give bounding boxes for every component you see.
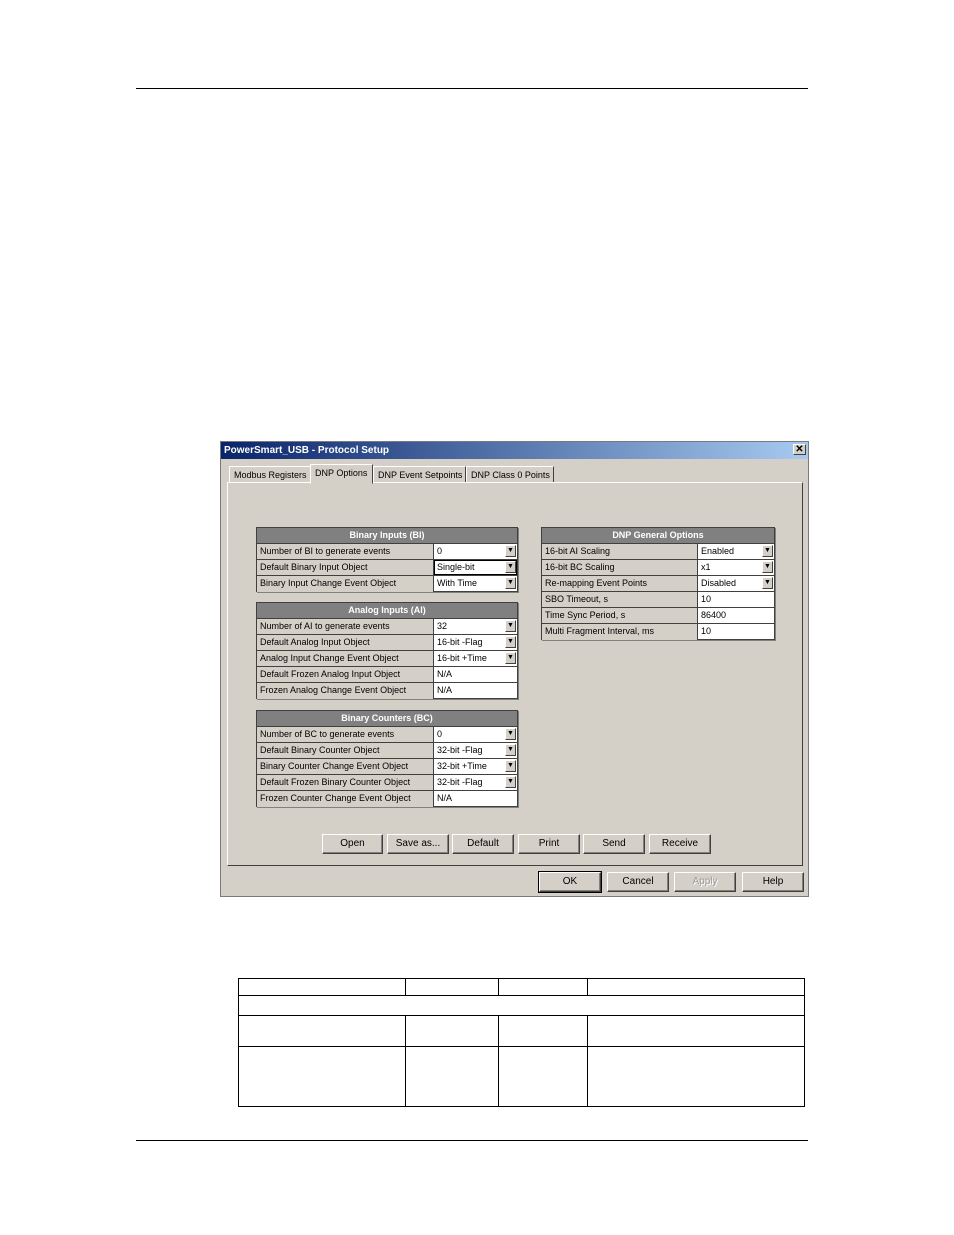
window-title: PowerSmart_USB - Protocol Setup	[224, 445, 390, 456]
table-header-row	[239, 979, 805, 996]
default-frozen-ai-object-value: N/A	[437, 669, 453, 679]
binary-inputs-group	[256, 527, 518, 592]
chevron-down-icon[interactable]: ▼	[505, 744, 516, 756]
setting-label: Number of BC to generate events	[257, 727, 434, 742]
cancel-button[interactable]: Cancel	[607, 872, 669, 892]
setting-row	[542, 576, 774, 592]
dnp-general-options-group	[541, 527, 775, 640]
print-button[interactable]: Print	[518, 834, 580, 854]
chevron-down-icon[interactable]: ▼	[505, 728, 516, 740]
chevron-down-icon[interactable]: ▼	[505, 636, 516, 648]
save-as-button[interactable]: Save as...	[387, 834, 449, 854]
setting-label: SBO Timeout, s	[542, 592, 698, 607]
table-cell	[499, 979, 588, 996]
setting-label: Default Binary Input Object	[257, 560, 434, 575]
group-header: DNP General Options	[542, 528, 774, 544]
table-cell	[239, 979, 406, 996]
table-cell	[588, 1016, 805, 1047]
multi-fragment-interval-input[interactable]: 10	[701, 626, 712, 636]
receive-button[interactable]: Receive	[649, 834, 711, 854]
default-bc-object-select[interactable]	[434, 743, 517, 758]
setting-row	[257, 544, 517, 560]
setting-value: 32-bit -Flag	[437, 745, 483, 755]
tab-dnp-event-setpoints[interactable]: DNP Event Setpoints	[373, 466, 466, 483]
setting-row	[542, 624, 774, 640]
tab-dnp-options[interactable]: DNP Options	[310, 464, 373, 484]
protocol-setup-dialog	[220, 441, 809, 897]
setting-row	[257, 560, 517, 576]
chevron-down-icon[interactable]: ▼	[762, 561, 773, 573]
chevron-down-icon[interactable]: ▼	[505, 652, 516, 664]
setting-label: Analog Input Change Event Object	[257, 651, 434, 666]
setting-value: 32-bit +Time	[437, 761, 487, 771]
chevron-down-icon[interactable]: ▼	[762, 577, 773, 589]
bi-change-event-object-select[interactable]	[434, 576, 517, 592]
setting-value: Enabled	[701, 546, 735, 556]
chevron-down-icon[interactable]: ▼	[505, 545, 516, 557]
default-bi-object-select[interactable]	[434, 560, 517, 575]
table-cell	[499, 1047, 588, 1107]
remapping-event-points-select[interactable]	[698, 576, 774, 591]
setting-label: Number of AI to generate events	[257, 619, 434, 634]
ok-button[interactable]: OK	[539, 872, 601, 892]
setting-row	[257, 619, 517, 635]
close-button[interactable]	[793, 444, 806, 455]
group-header: Analog Inputs (AI)	[257, 603, 517, 619]
setting-label: 16-bit BC Scaling	[542, 560, 698, 575]
setting-row	[542, 608, 774, 624]
table-cell	[588, 979, 805, 996]
setting-label: Frozen Counter Change Event Object	[257, 791, 434, 807]
setting-label: 16-bit AI Scaling	[542, 544, 698, 559]
frozen-ai-change-event-value: N/A	[437, 685, 453, 695]
setting-label: Default Frozen Binary Counter Object	[257, 775, 434, 790]
setting-row	[257, 635, 517, 651]
default-ai-object-select[interactable]	[434, 635, 517, 650]
sbo-timeout-input[interactable]: 10	[701, 594, 712, 604]
setting-label: Time Sync Period, s	[542, 608, 698, 623]
send-button[interactable]: Send	[583, 834, 645, 854]
table-cell	[239, 1047, 406, 1107]
setting-value: 0	[437, 729, 443, 739]
help-button[interactable]: Help	[742, 872, 804, 892]
setting-row	[542, 592, 774, 608]
setting-row	[257, 743, 517, 759]
table-row	[239, 1047, 805, 1107]
setting-row	[257, 759, 517, 775]
footer-rule	[136, 1140, 808, 1141]
chevron-down-icon[interactable]: ▼	[505, 620, 516, 632]
setting-label: Default Analog Input Object	[257, 635, 434, 650]
chevron-down-icon[interactable]: ▼	[505, 776, 516, 788]
chevron-down-icon[interactable]: ▼	[762, 545, 773, 557]
setting-value: 16-bit +Time	[437, 653, 487, 663]
setting-value: 32	[437, 621, 448, 631]
tab-modbus-registers[interactable]: Modbus Registers	[229, 466, 311, 483]
bc-scaling-select[interactable]	[698, 560, 774, 575]
table-cell	[239, 996, 805, 1016]
header-rule	[136, 88, 808, 89]
document-table	[238, 978, 805, 1107]
setting-row	[542, 544, 774, 560]
setting-label: Number of BI to generate events	[257, 544, 434, 559]
table-cell	[406, 1016, 499, 1047]
setting-row	[542, 560, 774, 576]
table-row	[239, 1016, 805, 1047]
setting-label: Default Binary Counter Object	[257, 743, 434, 758]
time-sync-period-input[interactable]: 86400	[701, 610, 727, 620]
setting-value: With Time	[437, 578, 478, 588]
setting-value: 0	[437, 546, 443, 556]
group-header: Binary Inputs (BI)	[257, 528, 517, 544]
setting-label: Frozen Analog Change Event Object	[257, 683, 434, 699]
chevron-down-icon[interactable]: ▼	[505, 577, 516, 589]
bc-change-event-object-select[interactable]	[434, 759, 517, 774]
analog-inputs-group	[256, 602, 518, 699]
table-cell	[406, 979, 499, 996]
ai-events-count-select[interactable]	[434, 619, 517, 634]
setting-label: Default Frozen Analog Input Object	[257, 667, 434, 682]
setting-value: Disabled	[701, 578, 737, 588]
bi-events-count-select[interactable]	[434, 544, 517, 559]
bc-events-count-select[interactable]	[434, 727, 517, 742]
table-cell	[588, 1047, 805, 1107]
default-button[interactable]: Default	[452, 834, 514, 854]
apply-button[interactable]: Apply	[674, 872, 736, 892]
setting-label: Multi Fragment Interval, ms	[542, 624, 698, 640]
table-cell	[239, 1016, 406, 1047]
setting-row	[257, 791, 517, 807]
binary-counters-group	[256, 710, 518, 807]
setting-label: Re-mapping Event Points	[542, 576, 698, 591]
ai-scaling-select[interactable]	[698, 544, 774, 559]
setting-label: Binary Input Change Event Object	[257, 576, 434, 592]
ai-change-event-object-select[interactable]	[434, 651, 517, 666]
tab-dnp-class-0-points[interactable]: DNP Class 0 Points	[466, 466, 554, 483]
setting-label: Binary Counter Change Event Object	[257, 759, 434, 774]
chevron-down-icon[interactable]: ▼	[505, 760, 516, 772]
default-frozen-bc-object-select[interactable]	[434, 775, 517, 790]
setting-row	[257, 683, 517, 699]
title-bar	[221, 442, 808, 459]
setting-row	[257, 727, 517, 743]
group-header: Binary Counters (BC)	[257, 711, 517, 727]
open-button[interactable]: Open	[322, 834, 383, 854]
table-cell	[499, 1016, 588, 1047]
setting-row	[257, 651, 517, 667]
table-row	[239, 996, 805, 1016]
setting-value: x1	[701, 562, 711, 572]
setting-row	[257, 775, 517, 791]
dnp-options-panel	[227, 482, 803, 866]
close-icon: ✕	[795, 444, 804, 455]
frozen-counter-change-event-value: N/A	[437, 793, 453, 803]
setting-row	[257, 667, 517, 683]
setting-value: 16-bit -Flag	[437, 637, 483, 647]
setting-value: 32-bit -Flag	[437, 777, 483, 787]
setting-row	[257, 576, 517, 592]
setting-value: Single-bit	[437, 562, 475, 572]
table-cell	[406, 1047, 499, 1107]
chevron-down-icon[interactable]: ▼	[505, 561, 516, 573]
